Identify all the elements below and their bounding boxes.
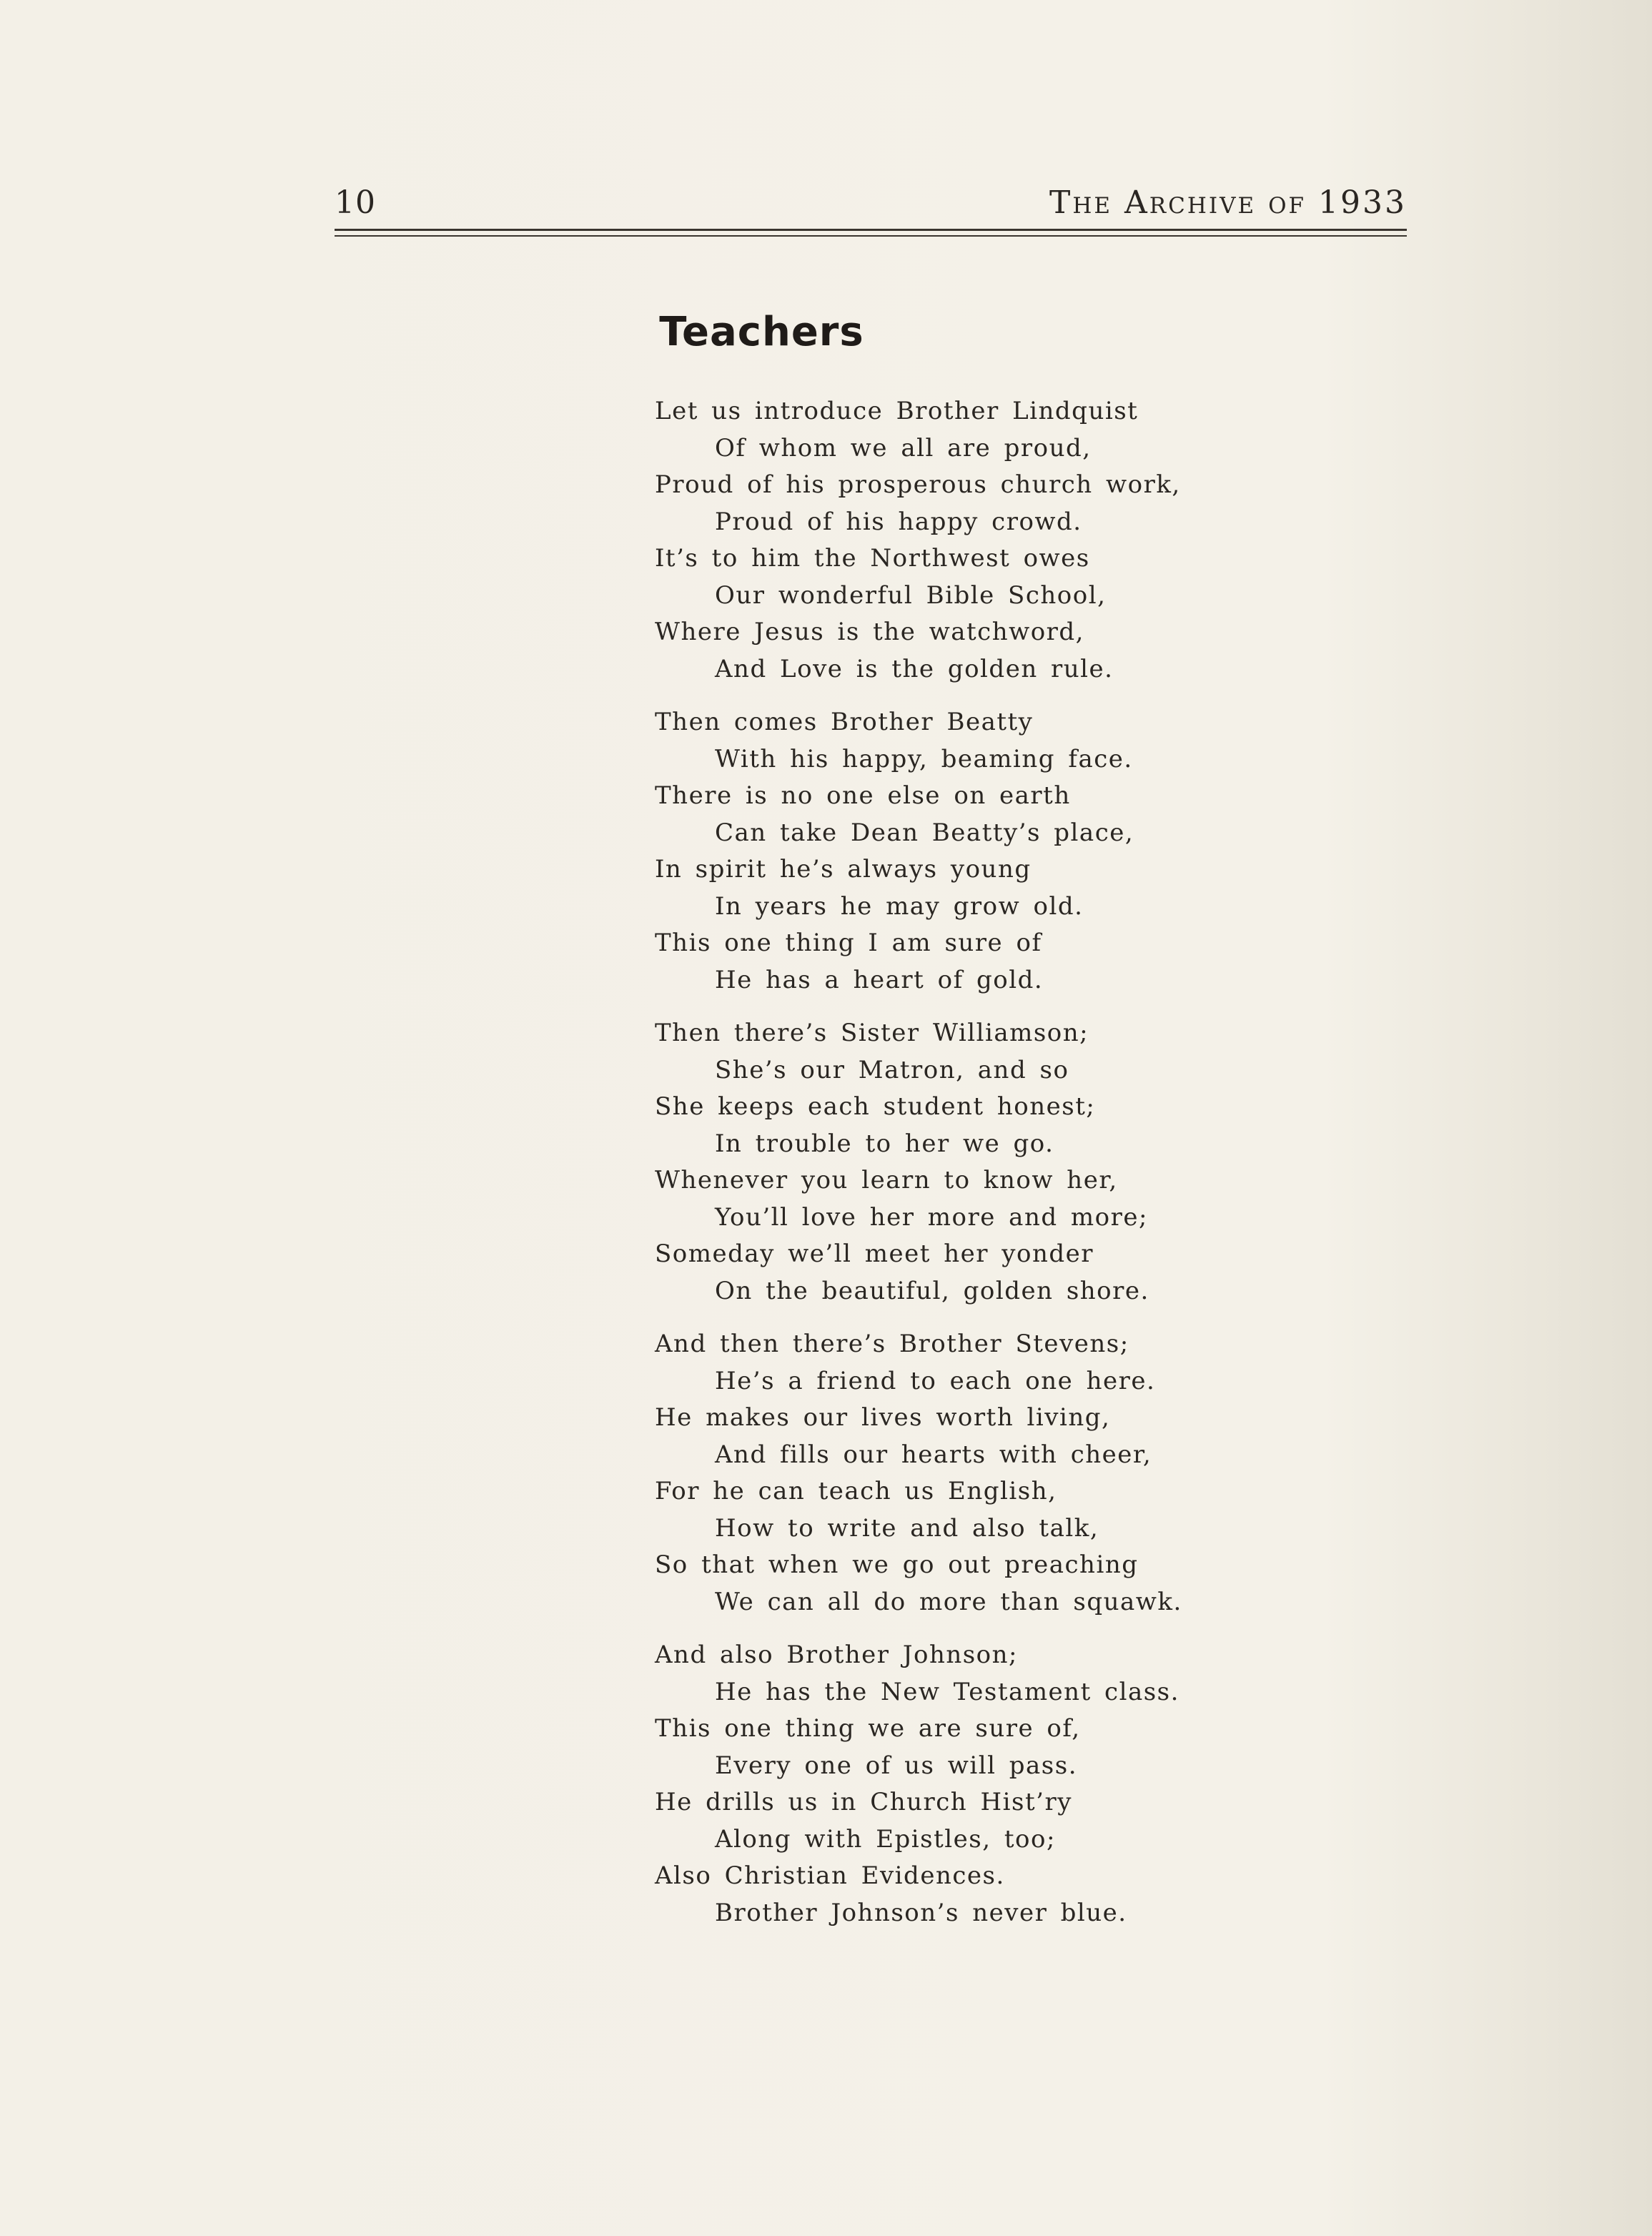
poem-line: Proud of his prosperous church work, xyxy=(655,470,1181,499)
poem-line: She’s our Matron, and so xyxy=(715,1055,1069,1084)
poem-title-text: Teachers xyxy=(659,309,864,355)
poem-line: And Love is the golden rule. xyxy=(715,654,1114,683)
poem-line: In trouble to her we go. xyxy=(715,1129,1054,1158)
poem-line: Can take Dean Beatty’s place, xyxy=(715,818,1134,847)
poem-line: Whenever you learn to know her, xyxy=(655,1166,1118,1194)
stanza xyxy=(655,393,1182,688)
poem-line: And also Brother Johnson; xyxy=(655,1641,1019,1669)
poem-line: And then there’s Brother Stevens; xyxy=(655,1330,1129,1358)
page-number: 10 xyxy=(335,184,376,221)
running-head xyxy=(335,184,1407,227)
poem-line: So that when we go out preaching xyxy=(655,1550,1139,1579)
poem-line: Let us introduce Brother Lindquist xyxy=(655,397,1139,425)
poem-line: He’s a friend to each one here. xyxy=(715,1366,1156,1395)
stanza xyxy=(655,1015,1182,1310)
poem-line: In years he may grow old. xyxy=(715,891,1084,921)
poem-line: It’s to him the Northwest owes xyxy=(655,544,1090,573)
poem-line: How to write and also talk, xyxy=(715,1513,1099,1543)
poem-line: Along with Epistles, too; xyxy=(715,1824,1056,1854)
poem-line: On the beautiful, golden shore. xyxy=(715,1276,1149,1305)
poem-line: There is no one else on earth xyxy=(655,781,1071,810)
poem-line: Every one of us will pass. xyxy=(715,1751,1077,1780)
poem-line: Someday we’ll meet her yonder xyxy=(655,1240,1094,1268)
poem-line: You’ll love her more and more; xyxy=(715,1202,1148,1232)
poem-line: In spirit he’s always young xyxy=(655,855,1032,884)
poem-line: Brother Johnson’s never blue. xyxy=(715,1898,1127,1927)
poem-line: Of whom we all are proud, xyxy=(715,433,1092,462)
running-title: The Archive of 1933 xyxy=(1049,184,1407,221)
poem-line: For he can teach us English, xyxy=(655,1477,1057,1505)
poem-line: And fills our hearts with cheer, xyxy=(715,1440,1152,1469)
poem-line: He makes our lives worth living, xyxy=(655,1403,1111,1432)
poem-line: We can all do more than squawk. xyxy=(715,1587,1182,1616)
header-rule-top xyxy=(335,229,1407,231)
poem-line: With his happy, beaming face. xyxy=(715,744,1133,773)
poem-line: He has the New Testament class. xyxy=(715,1677,1179,1706)
poem-line: He has a heart of gold. xyxy=(715,965,1044,994)
poem-line: This one thing we are sure of, xyxy=(655,1714,1081,1743)
stanza xyxy=(655,1326,1182,1621)
header-rule-bottom xyxy=(335,235,1407,237)
poem-line: Also Christian Evidences. xyxy=(655,1861,1005,1890)
poem-line: Proud of his happy crowd. xyxy=(715,507,1082,536)
poem-line: He drills us in Church Hist’ry xyxy=(655,1788,1072,1816)
poem-title xyxy=(0,309,1652,355)
stanza xyxy=(655,704,1182,999)
poem-line: This one thing I am sure of xyxy=(655,929,1042,957)
poem-line: Where Jesus is the watchword, xyxy=(655,618,1084,646)
stanza xyxy=(655,1637,1182,1931)
poem-line: Then there’s Sister Williamson; xyxy=(655,1019,1089,1047)
poem-line: Our wonderful Bible School, xyxy=(715,580,1107,610)
poem-line: She keeps each student honest; xyxy=(655,1092,1096,1121)
poem-body xyxy=(655,393,1182,1948)
poem-line: Then comes Brother Beatty xyxy=(655,708,1034,736)
